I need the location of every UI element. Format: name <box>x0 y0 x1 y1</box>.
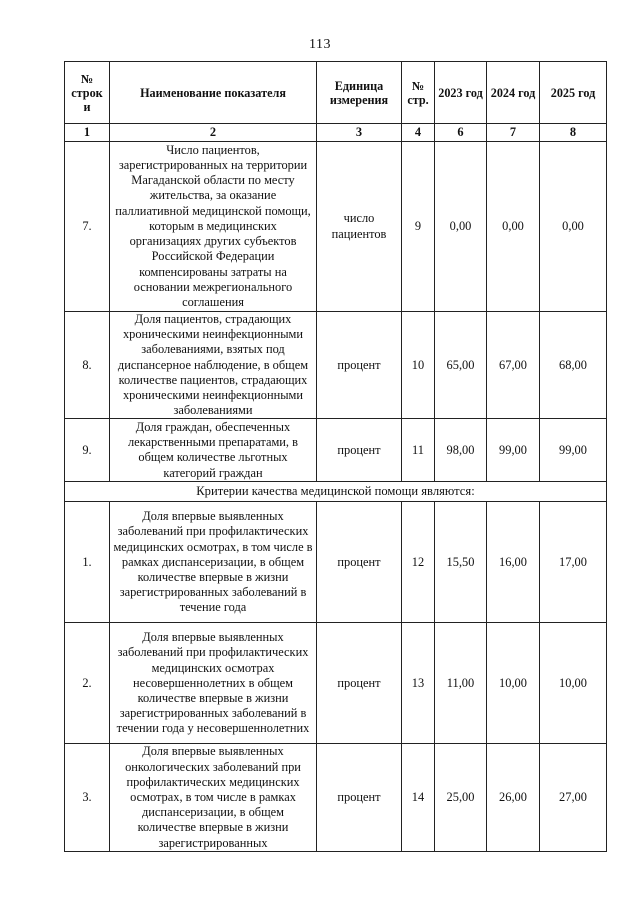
unit-cell: процент <box>317 312 402 419</box>
header-2024: 2024 год <box>487 62 540 124</box>
section-header-row <box>65 482 607 502</box>
indicator-name: Доля впервые выявленных онкологических заболеваний при профилактических медицинских осмотрах, в том числе в рамках диспансеризации, в общем количестве впервые в жизни зарегистрированных <box>110 744 317 851</box>
row-number: 2. <box>65 623 110 744</box>
page-number: 113 <box>309 37 331 52</box>
header-2023: 2023 год <box>435 62 487 124</box>
column-number: 8 <box>540 124 607 142</box>
value-2024: 26,00 <box>487 744 540 851</box>
value-2023: 25,00 <box>435 744 487 851</box>
page-cell: 14 <box>402 744 435 851</box>
value-2025: 10,00 <box>540 623 607 744</box>
page-cell: 11 <box>402 419 435 482</box>
indicator-name: Доля пациентов, страдающих хроническими неинфекционными заболеваниями, взятых под диспансерное наблюдение, в общем количестве пациентов, страдающих хроническими неинфекционными заболеваниями <box>110 312 317 419</box>
page-cell: 10 <box>402 312 435 419</box>
value-2024: 10,00 <box>487 623 540 744</box>
page-cell: 13 <box>402 623 435 744</box>
column-number: 6 <box>435 124 487 142</box>
indicator-name: Доля впервые выявленных заболеваний при профилактических медицинских осмотрах несовершеннолетних в общем количестве впервые в жизни зарегистрированных заболеваний в течении года у несовершеннолетних <box>110 623 317 744</box>
table-row <box>65 623 607 744</box>
row-number: 9. <box>65 419 110 482</box>
unit-cell: процент <box>317 502 402 623</box>
value-2024: 99,00 <box>487 419 540 482</box>
section-title: Критерии качества медицинской помощи являются: <box>65 482 607 502</box>
column-number: 3 <box>317 124 402 142</box>
value-2025: 17,00 <box>540 502 607 623</box>
value-2023: 65,00 <box>435 312 487 419</box>
indicators-table <box>64 61 607 852</box>
unit-cell: число пациентов <box>317 142 402 312</box>
table-row <box>65 312 607 419</box>
column-number-row <box>65 124 607 142</box>
header-2025: 2025 год <box>540 62 607 124</box>
column-number: 1 <box>65 124 110 142</box>
column-number: 2 <box>110 124 317 142</box>
header-unit: Единица измерения <box>317 62 402 124</box>
unit-cell: процент <box>317 744 402 851</box>
table-row <box>65 419 607 482</box>
table-row <box>65 142 607 312</box>
column-number: 7 <box>487 124 540 142</box>
value-2024: 16,00 <box>487 502 540 623</box>
page-cell: 12 <box>402 502 435 623</box>
table-row <box>65 502 607 623</box>
value-2025: 0,00 <box>540 142 607 312</box>
value-2025: 99,00 <box>540 419 607 482</box>
value-2023: 98,00 <box>435 419 487 482</box>
value-2024: 0,00 <box>487 142 540 312</box>
header-indicator-name: Наименование показателя <box>110 62 317 124</box>
value-2025: 27,00 <box>540 744 607 851</box>
row-number: 3. <box>65 744 110 851</box>
indicator-name: Число пациентов, зарегистрированных на территории Магаданской области по месту жительства, за оказание паллиативной медицинской помощи, которым в медицинских организациях других субъектов Российской Федерации компенсированы затраты на основании межрегионального соглашения <box>110 142 317 312</box>
page-cell: 9 <box>402 142 435 312</box>
unit-cell: процент <box>317 623 402 744</box>
value-2023: 0,00 <box>435 142 487 312</box>
value-2025: 68,00 <box>540 312 607 419</box>
value-2024: 67,00 <box>487 312 540 419</box>
row-number: 1. <box>65 502 110 623</box>
indicator-name: Доля впервые выявленных заболеваний при профилактических медицинских осмотрах, в том числе в рамках диспансеризации, в общем количестве впервые в жизни зарегистрированных заболеваний в течение года <box>110 502 317 623</box>
table-row <box>65 744 607 851</box>
header-row-number: № строк и <box>65 62 110 124</box>
indicator-name: Доля граждан, обеспеченных лекарственными препаратами, в общем количестве льготных категорий граждан <box>110 419 317 482</box>
header-page: № стр. <box>402 62 435 124</box>
row-number: 8. <box>65 312 110 419</box>
row-number: 7. <box>65 142 110 312</box>
value-2023: 11,00 <box>435 623 487 744</box>
value-2023: 15,50 <box>435 502 487 623</box>
column-number: 4 <box>402 124 435 142</box>
unit-cell: процент <box>317 419 402 482</box>
header-row <box>65 62 607 124</box>
